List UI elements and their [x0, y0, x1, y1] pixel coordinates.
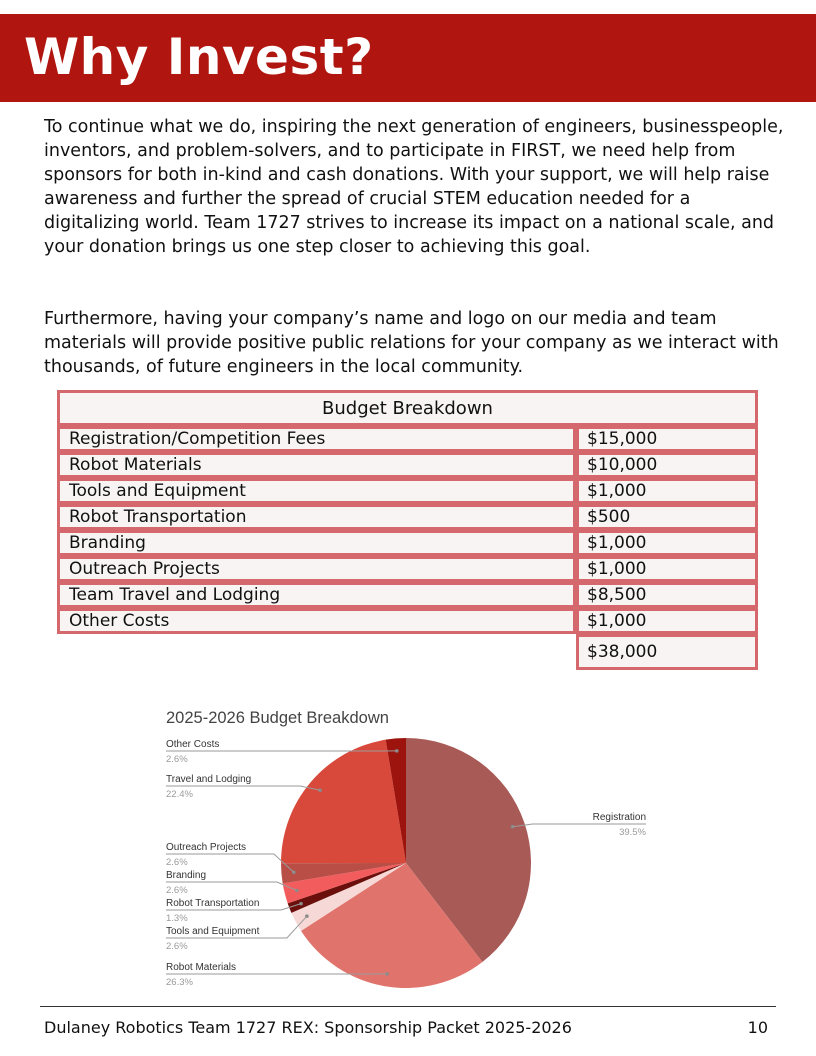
- intro-paragraph: To continue what we do, inspiring the next generation of engineers, businesspeople, inventors, and problem-solvers, and to participate in FIRST, we need help from sponsors for both in-kind and cash donations. With your support, we will help raise awareness and further the spread of crucial STEM education needed for a digitalizing world. Team 1727 strives to increase its impact on a national scale, and your donation brings us one step closer to achieving this goal.: [44, 117, 784, 257]
- page-number: 10: [747, 1018, 768, 1037]
- row-item: Outreach Projects: [57, 556, 576, 582]
- row-item: Branding: [57, 530, 576, 556]
- slice-percent-branding: 2.6%: [166, 885, 188, 896]
- row-item: Robot Materials: [57, 452, 576, 478]
- slice-label-branding: Branding: [166, 870, 207, 881]
- row-amount: $1,000: [576, 556, 758, 582]
- row-item: Tools and Equipment: [57, 478, 576, 504]
- row-amount: $1,000: [576, 478, 758, 504]
- row-amount: $500: [576, 504, 758, 530]
- table-row: [57, 530, 758, 556]
- budget-pie-chart: [150, 700, 660, 995]
- slice-label-other-costs: Other Costs: [166, 739, 220, 750]
- pr-paragraph: Furthermore, having your company’s name and logo on our media and team materials will provide positive public relations for your company as we interact with thousands, of future engineers in the local community.: [44, 309, 779, 377]
- slice-percent-outreach-projects: 2.6%: [166, 857, 188, 868]
- table-row: [57, 582, 758, 608]
- budget-table: [57, 390, 758, 670]
- slice-label-robot-transportation: Robot Transportation: [166, 898, 260, 909]
- row-amount: $8,500: [576, 582, 758, 608]
- chart-title: 2025-2026 Budget Breakdown: [166, 709, 389, 727]
- table-row: [57, 452, 758, 478]
- page-title: Why Invest?: [24, 28, 374, 86]
- total-spacer: [57, 634, 576, 670]
- slice-label-tools-and-equipment: Tools and Equipment: [166, 926, 260, 937]
- footer-text: Dulaney Robotics Team 1727 REX: Sponsorship Packet 2025-2026: [44, 1018, 572, 1037]
- slice-label-registration: Registration: [592, 812, 646, 823]
- row-item: Registration/Competition Fees: [57, 426, 576, 452]
- table-row: [57, 478, 758, 504]
- row-item: Robot Transportation: [57, 504, 576, 530]
- slice-label-outreach-projects: Outreach Projects: [166, 842, 247, 853]
- slice-percent-robot-materials: 26.3%: [166, 977, 193, 988]
- slice-label-travel-and-lodging: Travel and Lodging: [166, 774, 252, 785]
- slice-percent-registration: 39.5%: [619, 827, 646, 838]
- row-amount: $1,000: [576, 530, 758, 556]
- row-amount: $1,000: [576, 608, 758, 634]
- table-total-row: [57, 634, 758, 670]
- table-header-row: [57, 390, 758, 426]
- row-amount: $15,000: [576, 426, 758, 452]
- slice-label-robot-materials: Robot Materials: [166, 962, 237, 973]
- title-banner: [0, 14, 816, 102]
- pie-slice-travel-and-lodging: [281, 740, 406, 864]
- table-row: [57, 504, 758, 530]
- slice-percent-travel-and-lodging: 22.4%: [166, 789, 193, 800]
- slice-percent-other-costs: 2.6%: [166, 754, 188, 765]
- table-row: [57, 556, 758, 582]
- table-row: [57, 426, 758, 452]
- row-item: Team Travel and Lodging: [57, 582, 576, 608]
- row-item: Other Costs: [57, 608, 576, 634]
- table-row: [57, 608, 758, 634]
- slice-percent-tools-and-equipment: 2.6%: [166, 941, 188, 952]
- row-amount: $10,000: [576, 452, 758, 478]
- footer-divider: [40, 1006, 776, 1007]
- total-amount: $38,000: [576, 634, 758, 670]
- slice-percent-robot-transportation: 1.3%: [166, 913, 188, 924]
- table-title: Budget Breakdown: [57, 390, 758, 426]
